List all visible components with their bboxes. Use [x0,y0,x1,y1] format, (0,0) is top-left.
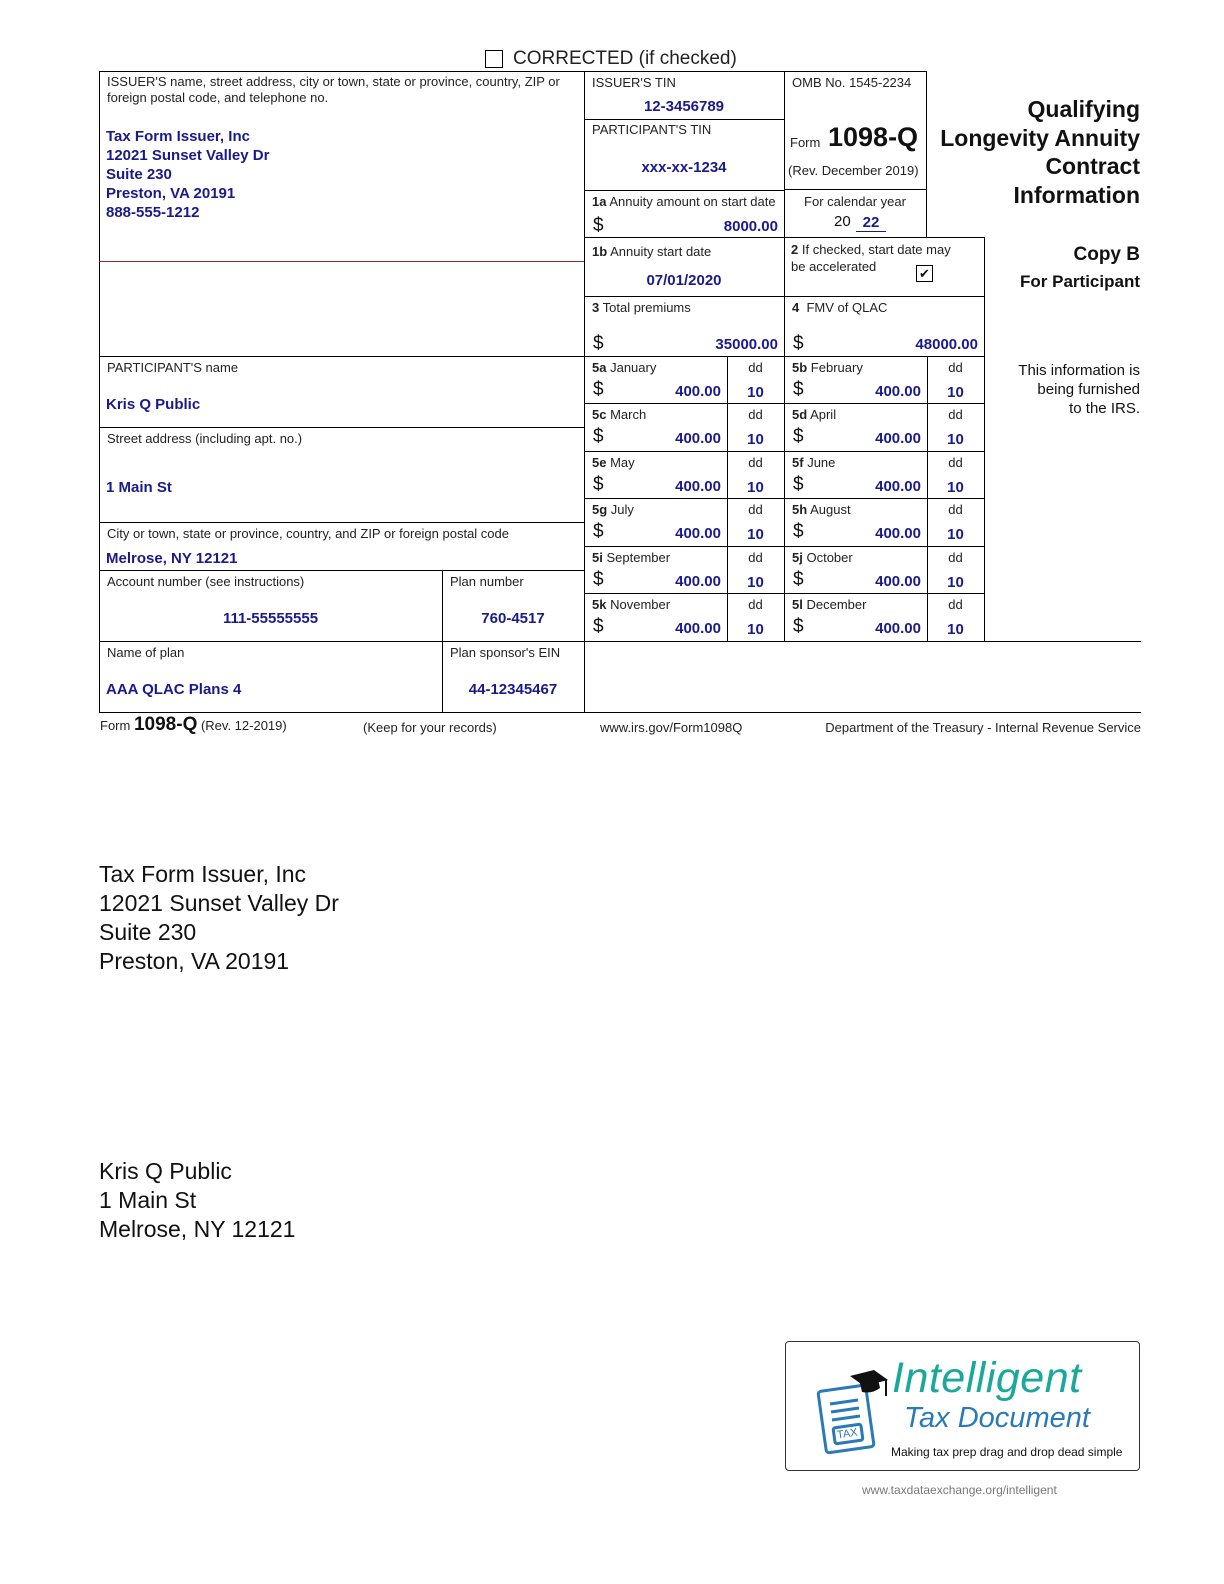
participant-name-label: PARTICIPANT'S name [107,360,239,375]
box5b-amount: 400.00 [875,383,921,400]
box5a-dollar: $ [593,379,604,400]
box1a-value: 8000.00 [723,218,778,235]
line-city [99,522,584,523]
box5l-amount: 400.00 [875,620,921,637]
box3-value: 35000.00 [715,336,778,353]
box5j-label: 5j October [792,550,853,565]
box2-checkbox[interactable]: ✔ [916,265,933,282]
box5b-dd: 10 [947,384,964,401]
box5i-dd: 10 [747,574,764,591]
line-month-row1 [584,403,984,404]
box5b-dollar: $ [793,379,804,400]
form-prefix: Form [790,135,821,150]
issuer-city: Preston, VA 20191 [106,185,236,202]
plan-number-value: 760-4517 [481,610,545,627]
box3-label: 3 Total premiums [592,300,691,315]
box5f-label: 5f June [792,455,836,470]
line-participant-tin [584,119,784,120]
street-label: Street address (including apt. no.) [107,431,303,446]
copy-subtitle: For Participant [1020,272,1140,291]
form-title-line3: Contract [1045,153,1140,179]
mail-to-line1: Kris Q Public [99,1158,232,1184]
city-label: City or town, state or province, country, and ZIP or foreign postal code [107,526,509,541]
corrected-label: CORRECTED (if checked) [513,48,737,69]
form-title [940,95,1140,209]
line-month-row4 [584,546,984,547]
box5e-dd-label: dd [748,455,763,470]
box5j-amount: 400.00 [875,573,921,590]
logo-icon-text: TAX [836,1426,859,1442]
line-box3 [584,296,984,297]
box5l-dd-label: dd [948,597,963,612]
calendar-year-value: 22 [856,215,886,232]
box5c-dollar: $ [593,426,604,447]
footer-url[interactable]: www.irs.gov/Form1098Q [600,720,743,735]
box5c-label: 5c March [592,407,647,422]
line-month-row3 [584,498,984,499]
box5i-dollar: $ [593,569,604,590]
irs-notice [1018,361,1140,418]
box5k-label: 5k November [592,597,671,612]
box5g-amount: 400.00 [675,525,721,542]
omb-number: OMB No. 1545-2234 [792,75,912,90]
box5l-label: 5l December [792,597,867,612]
form-bottom-border [99,712,1141,713]
box5j-dd: 10 [947,574,964,591]
box5e-dollar: $ [593,474,604,495]
box5k-dollar: $ [593,616,604,637]
issuer-bottom-line [99,261,584,262]
participant-tin-value: xxx-xx-1234 [641,159,727,176]
box5a-amount: 400.00 [675,383,721,400]
box5f-amount: 400.00 [875,478,921,495]
participant-name: Kris Q Public [106,396,201,413]
box5l-dollar: $ [793,616,804,637]
line-participant-name [99,356,984,357]
box5b-dd-label: dd [948,360,963,375]
sponsor-ein-label: Plan sponsor's EIN [450,645,561,660]
box5d-dollar: $ [793,426,804,447]
box5i-label: 5i September [592,550,671,565]
plan-name-label: Name of plan [107,645,185,660]
box5c-dd-label: dd [748,407,763,422]
box5h-dd: 10 [947,526,964,543]
box5k-dd-label: dd [748,597,763,612]
box5d-dd: 10 [947,431,964,448]
issuer-label: ISSUER'S name, street address, city or town, state or province, country, ZIP or foreign postal code, and telephone no. [107,74,560,105]
box5h-label: 5h August [792,502,851,517]
footer-department: Department of the Treasury - Internal Revenue Service [825,720,1141,735]
calendar-year-label: For calendar year [804,194,906,209]
issuer-suite: Suite 230 [106,166,172,183]
box1b-value: 07/01/2020 [646,272,722,289]
box5d-dd-label: dd [948,407,963,422]
mail-to-line2: 1 Main St [99,1187,197,1213]
box4-value: 48000.00 [915,336,978,353]
omb-right-border [926,71,927,238]
calendar-year-prefix: 20 [834,213,851,230]
box3-dollar: $ [593,333,604,354]
box5d-amount: 400.00 [875,430,921,447]
line-month-row5 [584,593,984,594]
line-plan-name [99,641,1141,642]
logo-box [785,1341,1140,1471]
logo-brand-line2: Tax Document [904,1402,1090,1434]
box5h-amount: 400.00 [875,525,921,542]
box5k-dd: 10 [747,621,764,638]
form-title-line1: Qualifying [1027,96,1140,122]
box5g-dollar: $ [593,521,604,542]
box5a-dd-label: dd [748,360,763,375]
document-icon [814,1366,894,1461]
mail-from-line3: Suite 230 [99,919,197,945]
mail-from-line2: 12021 Sunset Valley Dr [99,890,339,916]
footer-keep: (Keep for your records) [363,720,497,735]
logo-tagline: Making tax prep drag and drop dead simple [891,1445,1123,1459]
box4-label: 4 FMV of QLAC [792,300,888,315]
mail-from-address [99,860,339,976]
irs-notice-line1: This information is [1018,362,1140,379]
mail-to-address [99,1157,295,1244]
account-label: Account number (see instructions) [107,574,305,589]
box5a-dd: 10 [747,384,764,401]
box5e-amount: 400.00 [675,478,721,495]
issuer-phone: 888-555-1212 [106,204,200,221]
line-box1b [584,237,984,238]
issuer-name: Tax Form Issuer, Inc [106,128,250,145]
footer-form: Form 1098-Q (Rev. 12-2019) [100,714,287,735]
form-number: 1098-Q [828,122,919,152]
box1a-dollar: $ [593,215,604,236]
box5e-dd: 10 [747,479,764,496]
copy-title: Copy B [1073,244,1140,265]
irs-notice-line3: to the IRS. [1069,400,1140,417]
box5d-label: 5d April [792,407,837,422]
box1a-label: 1a Annuity amount on start date [592,194,776,209]
account-value: 111-55555555 [222,610,319,627]
box1b-label: 1b Annuity start date [592,244,712,259]
logo-url[interactable]: www.taxdataexchange.org/intelligent [862,1483,1057,1497]
irs-notice-line2: being furnished [1037,381,1140,398]
box5g-label: 5g July [592,502,634,517]
participant-city: Melrose, NY 12121 [106,550,238,567]
box5j-dd-label: dd [948,550,963,565]
box5i-amount: 400.00 [675,573,721,590]
line-street [99,427,584,428]
line-form-rev [784,189,926,190]
box5b-label: 5b February [792,360,863,375]
issuer-street: 12021 Sunset Valley Dr [106,147,270,164]
box5h-dollar: $ [793,521,804,542]
box5g-dd: 10 [747,526,764,543]
issuer-tin-value: 12-3456789 [643,98,725,115]
mail-from-line4: Preston, VA 20191 [99,948,290,974]
participant-tin-label: PARTICIPANT'S TIN [592,122,712,137]
box4-dollar: $ [793,333,804,354]
box5e-label: 5e May [592,455,635,470]
form-title-line4: Information [1013,181,1140,208]
form-top-border [99,71,927,72]
line-account [99,570,584,571]
box5g-dd-label: dd [748,502,763,517]
box5f-dollar: $ [793,474,804,495]
form-title-line2: Longevity Annuity [940,124,1140,151]
issuer-tin-label: ISSUER'S TIN [592,75,676,90]
corrected-checkbox[interactable] [485,50,503,68]
plan-name-value: AAA QLAC Plans 4 [106,681,242,698]
box5l-dd: 10 [947,621,964,638]
box5f-dd: 10 [947,479,964,496]
box5j-dollar: $ [793,569,804,590]
box5k-amount: 400.00 [675,620,721,637]
box5c-amount: 400.00 [675,430,721,447]
participant-street: 1 Main St [106,479,172,496]
box5i-dd-label: dd [748,550,763,565]
box5f-dd-label: dd [948,455,963,470]
mail-to-line3: Melrose, NY 12121 [99,1216,296,1242]
sponsor-ein-value: 44-12345467 [468,681,558,698]
line-box1a [584,190,784,191]
box2-label: 2 If checked, start date may be accelerated [791,242,951,274]
logo-brand-line1: Intelligent [892,1354,1082,1402]
form-revision: (Rev. December 2019) [788,163,919,178]
box5a-label: 5a January [592,360,657,375]
box5h-dd-label: dd [948,502,963,517]
mail-from-line1: Tax Form Issuer, Inc [99,861,307,887]
copy-divider [984,237,985,641]
plan-number-label: Plan number [450,574,524,589]
box5c-dd: 10 [747,431,764,448]
line-month-row2 [584,451,984,452]
